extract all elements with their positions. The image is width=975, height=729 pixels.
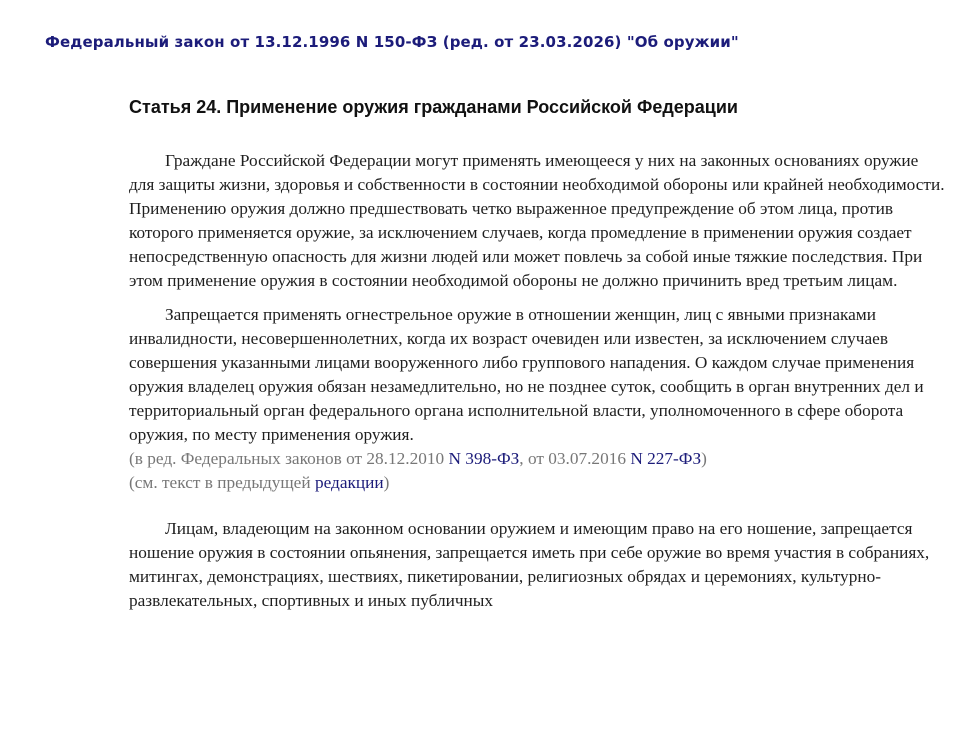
amendment-note-middle: , от 03.07.2016 <box>519 449 631 468</box>
amendment-note-prefix: (в ред. Федеральных законов от 28.12.2010 <box>129 449 449 468</box>
article-heading: Статья 24. Применение оружия гражданами Российской Федерации <box>129 97 738 117</box>
article-paragraph-2: Запрещается применять огнестрельное оружие в отношении женщин, лиц с явными признаками инвалидности, несовершеннолетних, когда их возраст очевиден или известен, за исключением случаев совершения указанными лицами вооруженного либо группового нападения. О каждом случае применения оружия владелец оружия обязан незамедлительно, но не позднее суток, сообщить в орган внутренних дел и территориальный орган федерального органа исполнительной власти, уполномоченного в сфере оборота оружия, по месту применения оружия. <box>129 305 924 444</box>
law-link-398-fz[interactable]: N 398-ФЗ <box>448 449 520 468</box>
amendment-note <box>129 447 945 471</box>
article-body <box>129 149 945 613</box>
document-title: Федеральный закон от 13.12.1996 N 150-ФЗ (ред. от 23.03.2026) "Об оружии" <box>45 33 739 51</box>
previous-note-suffix: ) <box>383 473 390 492</box>
amendment-note-suffix: ) <box>701 449 707 468</box>
law-link-227-fz[interactable]: N 227-ФЗ <box>630 449 702 468</box>
previous-version-note <box>129 471 945 495</box>
article-paragraph-3: Лицам, владеющим на законном основании оружием и имеющим право на его ношение, запрещается ношение оружия в состоянии опьянения, запрещается иметь при себе оружие во время участия в собраниях, митингах, демонстрациях, шествиях, пикетировании, религиозных обрядах и церемониях, культурно-развлекательных, спортивных и иных публичных <box>129 519 930 610</box>
previous-note-prefix: (см. текст в предыдущей <box>129 473 315 492</box>
article-paragraph-1: Граждане Российской Федерации могут применять имеющееся у них на законных основаниях оружие для защиты жизни, здоровья и собственности в состоянии необходимой обороны или крайней необходимости. Применению оружия должно предшествовать четко выраженное предупреждение об этом лица, против которого применяется оружие, за исключением случаев, когда промедление в применении оружия создает непосредственную опасность для жизни людей или может повлечь за собой иные тяжкие последствия. При этом применение оружия в состоянии необходимой обороны не должно причинить вред третьим лицам. <box>129 151 945 290</box>
bottom-fade-overlay <box>0 620 975 729</box>
previous-version-link[interactable]: редакции <box>314 473 384 492</box>
